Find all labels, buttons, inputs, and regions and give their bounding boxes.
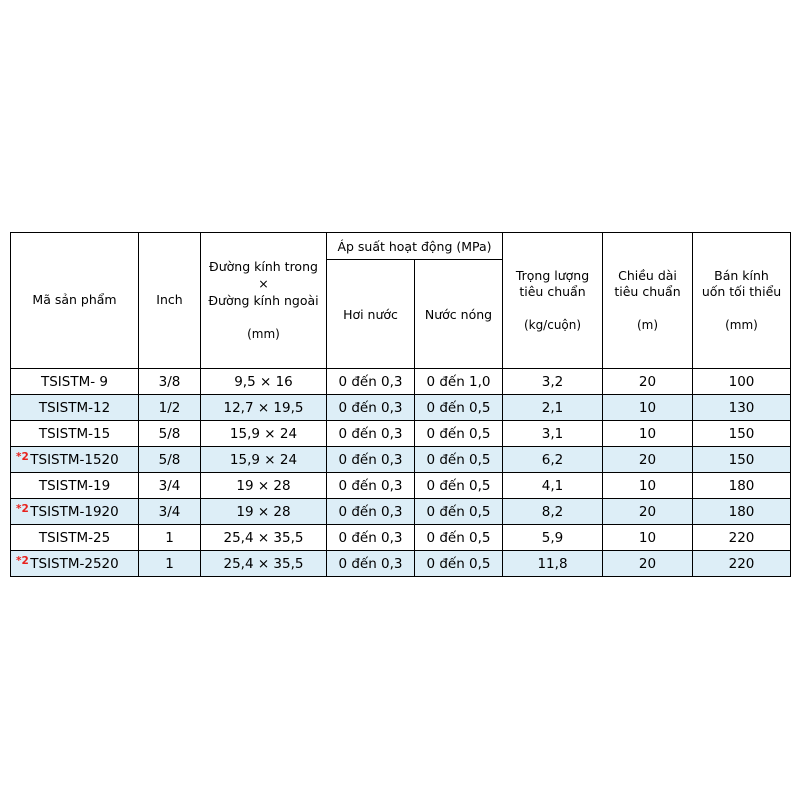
cell-bend-radius: 130: [693, 395, 791, 421]
table-row: [11, 395, 791, 421]
cell-pressure-steam: 0 đến 0,3: [327, 395, 415, 421]
cell-length: 10: [603, 473, 693, 499]
header-length-line2: tiêu chuẩn: [614, 284, 681, 300]
product-code-text: TSISTM-15: [38, 425, 111, 442]
header-inch-label: Inch: [156, 292, 183, 308]
cell-bend-radius: 220: [693, 525, 791, 551]
cell-product-code: [11, 525, 139, 551]
cell-diameter: 9,5 × 16: [201, 369, 327, 395]
table-row: [11, 421, 791, 447]
cell-pressure-hotwater: 0 đến 1,0: [415, 369, 503, 395]
cell-diameter: 12,7 × 19,5: [201, 395, 327, 421]
product-code-text: TSISTM-25: [38, 529, 111, 546]
product-code-text: TSISTM-1520: [30, 451, 119, 468]
header-diameter: [201, 233, 327, 369]
header-weight-line1: Trọng lượng: [515, 267, 590, 283]
cell-weight: 5,9: [503, 525, 603, 551]
cell-pressure-hotwater: 0 đến 0,5: [415, 499, 503, 525]
cell-weight: 3,2: [503, 369, 603, 395]
cell-inch: 5/8: [139, 447, 201, 473]
cell-length: 20: [603, 447, 693, 473]
cell-bend-radius: 100: [693, 369, 791, 395]
header-pressure-steam: [327, 260, 415, 369]
cell-inch: 3/8: [139, 369, 201, 395]
header-product-code: [11, 233, 139, 369]
cell-pressure-steam: 0 đến 0,3: [327, 525, 415, 551]
cell-pressure-hotwater: 0 đến 0,5: [415, 421, 503, 447]
header-pressure-hotwater-label: Nước nóng: [424, 306, 493, 322]
header-row-top: [11, 233, 791, 260]
table-header: [11, 233, 791, 369]
header-weight-unit: (kg/cuộn): [523, 318, 582, 333]
cell-product-code: [11, 447, 139, 473]
cell-pressure-steam: 0 đến 0,3: [327, 473, 415, 499]
spec-table-container: [10, 232, 790, 577]
product-code-text: TSISTM- 9: [40, 373, 108, 390]
cell-product-code: [11, 499, 139, 525]
product-spec-table: [10, 232, 791, 577]
cell-bend-radius: 180: [693, 499, 791, 525]
cell-length: 20: [603, 499, 693, 525]
header-weight-line2: tiêu chuẩn: [519, 284, 586, 300]
cell-diameter: 15,9 × 24: [201, 421, 327, 447]
header-inch: [139, 233, 201, 369]
product-code-text: TSISTM-19: [38, 477, 111, 494]
table-row: [11, 525, 791, 551]
footnote-mark: *2: [16, 503, 29, 515]
header-bend-radius: [693, 233, 791, 369]
cell-product-code: [11, 421, 139, 447]
cell-pressure-steam: 0 đến 0,3: [327, 369, 415, 395]
table-row: [11, 447, 791, 473]
header-diameter-unit: (mm): [247, 326, 280, 341]
header-pressure-group: [327, 233, 503, 260]
cell-weight: 2,1: [503, 395, 603, 421]
cell-inch: 3/4: [139, 499, 201, 525]
cell-pressure-steam: 0 đến 0,3: [327, 447, 415, 473]
table-body: [11, 369, 791, 577]
cell-weight: 8,2: [503, 499, 603, 525]
cell-length: 10: [603, 395, 693, 421]
cell-diameter: 25,4 × 35,5: [201, 551, 327, 577]
table-row: [11, 551, 791, 577]
cell-diameter: 25,4 × 35,5: [201, 525, 327, 551]
cell-product-code: [11, 369, 139, 395]
cell-inch: 3/4: [139, 473, 201, 499]
table-row: [11, 499, 791, 525]
cell-weight: 6,2: [503, 447, 603, 473]
cell-pressure-hotwater: 0 đến 0,5: [415, 551, 503, 577]
cell-bend-radius: 220: [693, 551, 791, 577]
product-code-text: TSISTM-12: [38, 399, 111, 416]
header-diameter-line3: Đường kính ngoài: [208, 292, 319, 308]
table-row: [11, 473, 791, 499]
cell-length: 10: [603, 421, 693, 447]
cell-pressure-hotwater: 0 đến 0,5: [415, 525, 503, 551]
header-length-line1: Chiều dài: [618, 267, 677, 283]
cell-diameter: 19 × 28: [201, 473, 327, 499]
cell-length: 10: [603, 525, 693, 551]
header-product-code-label: Mã sản phẩm: [32, 292, 117, 308]
table-row: [11, 369, 791, 395]
cell-product-code: [11, 551, 139, 577]
cell-pressure-hotwater: 0 đến 0,5: [415, 395, 503, 421]
header-diameter-line1: Đường kính trong: [209, 259, 318, 275]
cell-pressure-hotwater: 0 đến 0,5: [415, 473, 503, 499]
cell-weight: 4,1: [503, 473, 603, 499]
header-bend-line2: uốn tối thiểu: [701, 284, 782, 300]
header-pressure-hotwater: [415, 260, 503, 369]
cell-inch: 5/8: [139, 421, 201, 447]
header-pressure-steam-label: Hơi nước: [343, 306, 398, 322]
cell-pressure-hotwater: 0 đến 0,5: [415, 447, 503, 473]
cell-bend-radius: 180: [693, 473, 791, 499]
header-diameter-line2: ×: [258, 275, 269, 291]
cell-weight: 11,8: [503, 551, 603, 577]
product-code-text: TSISTM-1920: [30, 503, 119, 520]
footnote-mark: *2: [16, 451, 29, 463]
cell-product-code: [11, 395, 139, 421]
header-weight: [503, 233, 603, 369]
cell-length: 20: [603, 551, 693, 577]
product-code-text: TSISTM-2520: [30, 555, 119, 572]
header-bend-line1: Bán kính: [714, 267, 769, 283]
header-bend-unit: (mm): [725, 318, 758, 333]
cell-length: 20: [603, 369, 693, 395]
cell-inch: 1/2: [139, 395, 201, 421]
cell-diameter: 15,9 × 24: [201, 447, 327, 473]
header-length-unit: (m): [636, 318, 659, 333]
header-length: [603, 233, 693, 369]
header-pressure-group-label: Áp suất hoạt động (MPa): [337, 238, 492, 254]
cell-bend-radius: 150: [693, 421, 791, 447]
cell-pressure-steam: 0 đến 0,3: [327, 499, 415, 525]
cell-weight: 3,1: [503, 421, 603, 447]
cell-bend-radius: 150: [693, 447, 791, 473]
cell-product-code: [11, 473, 139, 499]
footnote-mark: *2: [16, 555, 29, 567]
cell-diameter: 19 × 28: [201, 499, 327, 525]
cell-inch: 1: [139, 551, 201, 577]
cell-pressure-steam: 0 đến 0,3: [327, 421, 415, 447]
cell-inch: 1: [139, 525, 201, 551]
cell-pressure-steam: 0 đến 0,3: [327, 551, 415, 577]
